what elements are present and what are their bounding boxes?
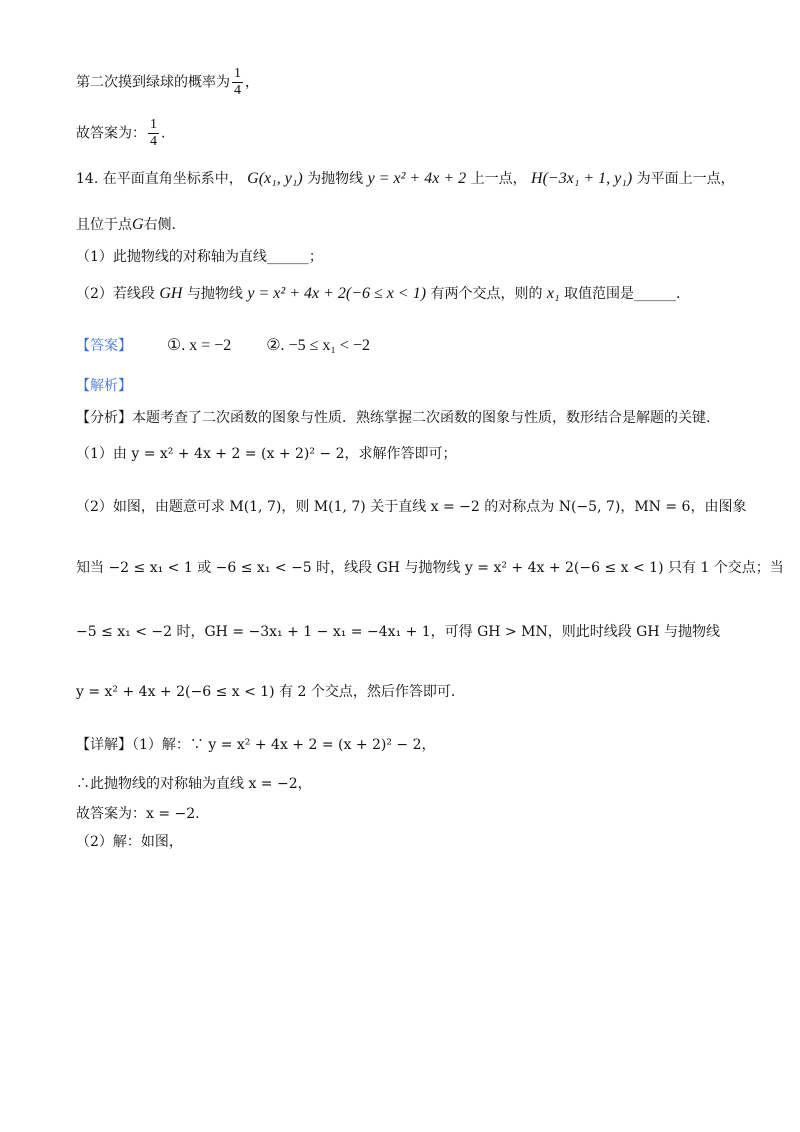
line-answer-quarter: 故答案为： $\frac{1}{4}$ .	[76, 117, 166, 149]
fraction-one-quarter-answer: $\frac{1}{4}$	[150, 117, 157, 149]
detail-step1: 【详解】（1）解：∵ y = x² + 4x + 2 = (x + 2)² − 2，	[76, 737, 436, 753]
answer-label: 【答案】	[76, 338, 132, 354]
analysis-step2-cont2: −5 ≤ x₁ < −2 时，GH = −3x₁ + 1 − x₁ = −4x₁ + 1，可得 GH > MN，则此时线段 GH 与抛物线	[76, 624, 721, 640]
question-14-stem: 14. 在平面直角坐标系中， G(x₁, y₁) 为抛物线 y = x² + 4x + 2 上一点， H(−3x₁ + 1, y₁) 为平面上一点，	[76, 170, 735, 187]
analysis-heading: 【解析】	[76, 378, 132, 394]
question-14-part1: （1）此抛物线的对称轴为直线______；	[76, 249, 323, 265]
line-probability: 第二次摸到绿球的概率为 $\frac{1}{4}$ ，	[76, 66, 259, 98]
analysis-summary: 【分析】本题考查了二次函数的图象与性质．熟练掌握二次函数的图象与性质，数形结合是解题的关键.	[76, 410, 711, 426]
detail-step2: （2）解：如图，	[76, 834, 183, 850]
detail-step1-conclusion: ∴此抛物线的对称轴为直线 x = −2，	[76, 776, 312, 792]
analysis-step1: （1）由 y = x² + 4x + 2 = (x + 2)² − 2，求解作答即可；	[76, 446, 457, 462]
answer-line: 【答案】 ①. x = −2 ②. −5 ≤ x₁ < −2	[76, 337, 370, 354]
question-14-part2: （2）若线段 GH 与抛物线 y = x² + 4x + 2(−6 ≤ x < 1) 有两个交点，则的 x₁ 取值范围是______.	[76, 285, 681, 302]
analysis-step2-cont1: 知当 −2 ≤ x₁ < 1 或 −6 ≤ x₁ < −5 时，线段 GH 与抛物线 y = x² + 4x + 2(−6 ≤ x < 1) 只有 1 个交点；当	[76, 560, 784, 576]
fraction-one-quarter: $\frac{1}{4}$	[234, 66, 241, 98]
analysis-step2-cont3: y = x² + 4x + 2(−6 ≤ x < 1) 有 2 个交点，然后作答即可.	[76, 684, 456, 700]
detail-step1-answer: 故答案为：x = −2.	[76, 806, 200, 822]
question-14-stem-cont: 且位于点G右侧.	[76, 216, 177, 233]
analysis-step2: （2）如图，由题意可求 M(1, 7)，则 M(1, 7) 关于直线 x = −2 的对称点为 N(−5, 7)，MN = 6，由图象	[76, 499, 747, 515]
